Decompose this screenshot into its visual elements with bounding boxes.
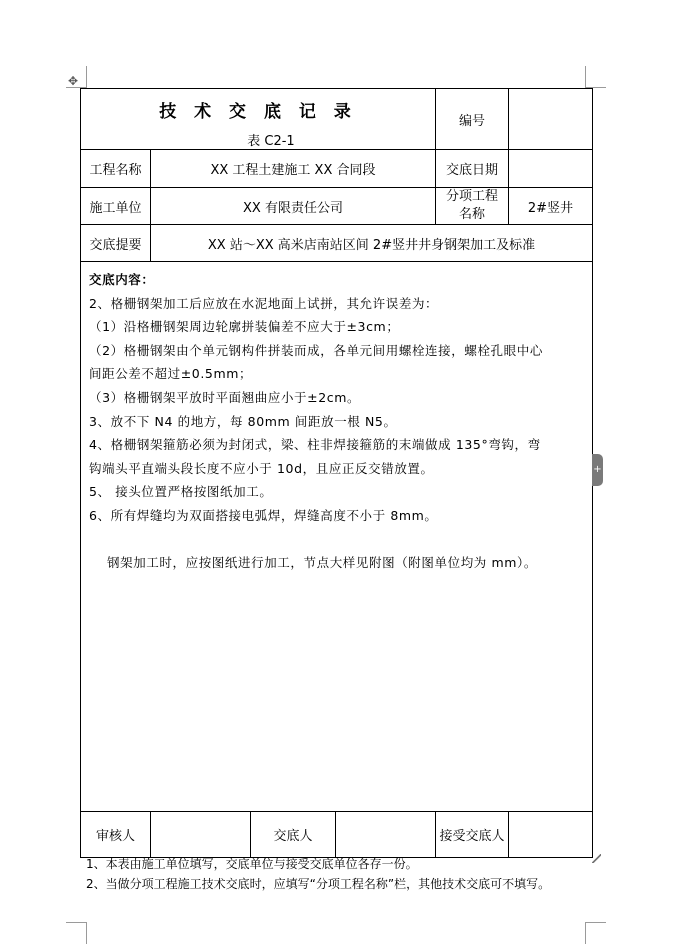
handover-person-label: 交底人 bbox=[251, 812, 336, 858]
footer-note-1: 1、本表由施工单位填写，交底单位与接受交底单位各存一份。 bbox=[86, 857, 418, 871]
serial-no-field[interactable] bbox=[509, 89, 593, 150]
title-cell bbox=[81, 89, 436, 150]
content-line: 钩端头平直端头段长度不应小于 10d，且应正反交错放置。 bbox=[89, 460, 434, 476]
construction-unit-value[interactable]: XX 有限责任公司 bbox=[151, 188, 436, 225]
handover-date-field[interactable] bbox=[509, 150, 593, 188]
receiver-field[interactable] bbox=[509, 812, 593, 858]
crop-mark-bottom-right-h bbox=[586, 922, 606, 923]
content-line: 3、放不下 N4 的地方，每 80mm 间距放一根 N5。 bbox=[89, 413, 397, 429]
content-cell[interactable] bbox=[81, 262, 593, 812]
crop-mark-top-right-v bbox=[585, 66, 586, 88]
reviewer-field[interactable] bbox=[151, 812, 251, 858]
summary-label: 交底提要 bbox=[81, 225, 151, 262]
document-title: 技 术 交 底 记 录 bbox=[159, 102, 357, 122]
content-heading: 交底内容： bbox=[89, 272, 155, 287]
project-name-label: 工程名称 bbox=[81, 150, 151, 188]
resize-icon[interactable] bbox=[592, 854, 601, 863]
technical-handover-table bbox=[80, 88, 593, 858]
content-line: 间距公差不超过±0.5mm； bbox=[89, 366, 253, 382]
content-line: （1）沿格栅钢架周边轮廓拼装偏差不应大于±3cm； bbox=[89, 319, 400, 335]
serial-no-label: 编号 bbox=[436, 89, 509, 150]
content-line: 2、格栅钢架加工后应放在水泥地面上试拼，其允许误差为： bbox=[89, 295, 439, 311]
crop-mark-top-left-v bbox=[86, 66, 87, 88]
content-line: （2）格栅钢架由个单元钢构件拼装而成，各单元间用螺栓连接，螺栓孔眼中心 bbox=[89, 342, 543, 358]
content-note: 钢架加工时，应按图纸进行加工，节点大样见附图（附图单位均为 mm）。 bbox=[107, 554, 537, 570]
content-line: （3）格栅钢架平放时平面翘曲应小于±2cm。 bbox=[89, 389, 361, 405]
move-icon[interactable]: ✥ bbox=[67, 74, 79, 88]
crop-mark-bottom-left-v bbox=[86, 922, 87, 944]
sub-project-name-label: 分项工程名称 bbox=[436, 188, 509, 225]
reviewer-label: 审核人 bbox=[81, 812, 151, 858]
content-line: 4、格栅钢架箍筋必须为封闭式，梁、柱非焊接箍筋的末端做成 135°弯钩，弯 bbox=[89, 437, 541, 453]
summary-value[interactable]: XX 站～XX 高米店南站区间 2#竖井井身钢架加工及标准 bbox=[151, 225, 593, 262]
receiver-label: 接受交底人 bbox=[436, 812, 509, 858]
content-line: 6、所有焊缝均为双面搭接电弧焊，焊缝高度不小于 8mm。 bbox=[89, 507, 438, 523]
form-number: 表 C2-1 bbox=[247, 134, 295, 149]
construction-unit-label: 施工单位 bbox=[81, 188, 151, 225]
footer-note-2: 2、当做分项工程施工技术交底时，应填写“分项工程名称”栏，其他技术交底可不填写。 bbox=[86, 877, 551, 891]
crop-mark-bottom-left-h bbox=[66, 922, 86, 923]
content-body bbox=[81, 262, 592, 574]
project-name-value[interactable]: XX 工程土建施工 XX 合同段 bbox=[151, 150, 436, 188]
handover-date-label: 交底日期 bbox=[436, 150, 509, 188]
content-line: 5、 接头位置严格按图纸加工。 bbox=[89, 484, 273, 500]
plus-icon[interactable]: + bbox=[592, 454, 603, 486]
sub-project-name-value[interactable]: 2#竖井 bbox=[509, 188, 593, 225]
crop-mark-bottom-right-v bbox=[585, 922, 586, 944]
handover-person-field[interactable] bbox=[336, 812, 436, 858]
